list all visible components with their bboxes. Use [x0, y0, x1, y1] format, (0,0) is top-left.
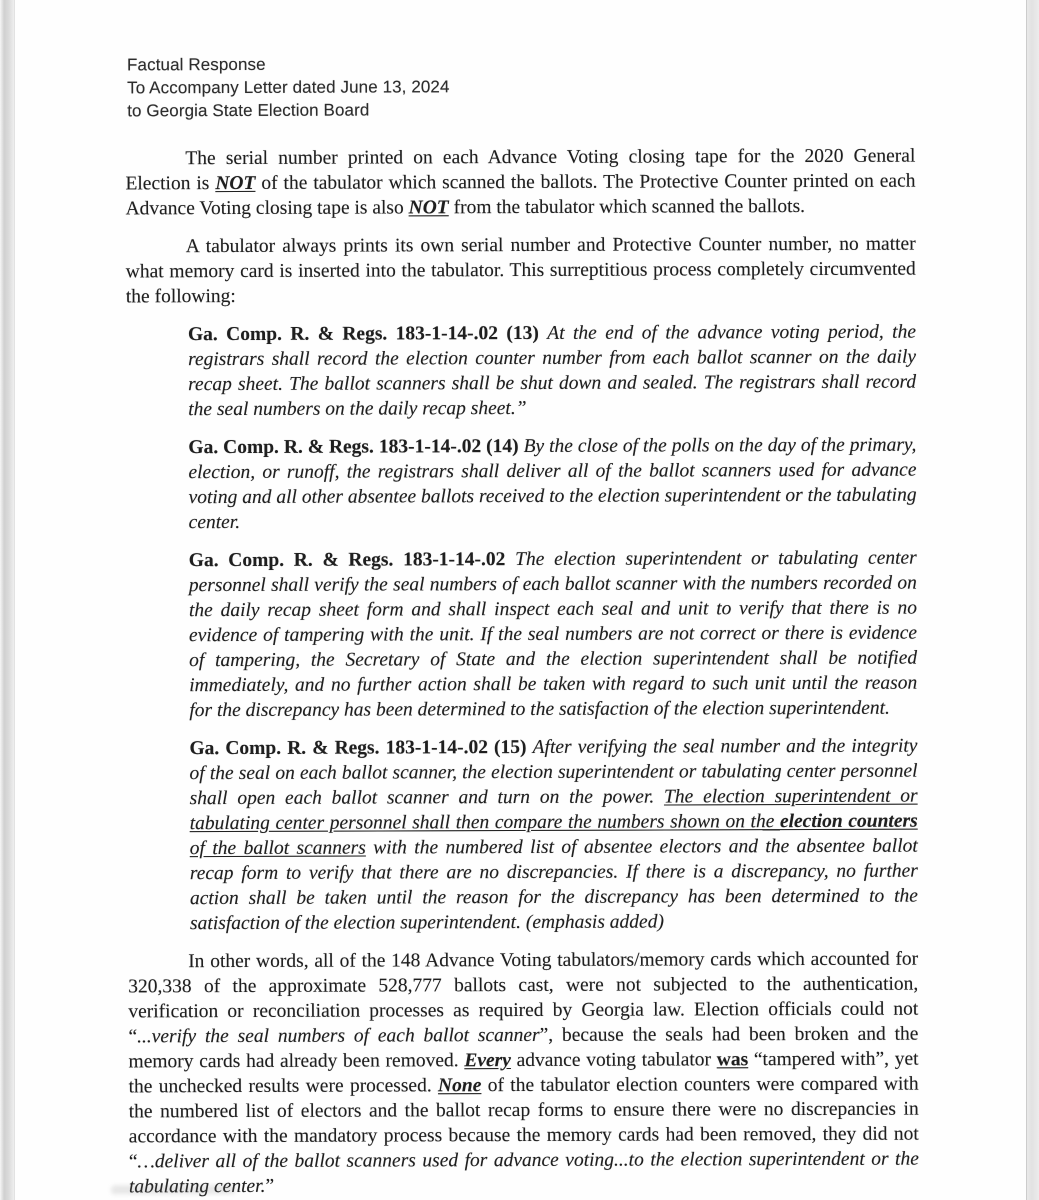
photo-edge-right: [1026, 0, 1039, 1200]
paragraph-serial-number: The serial number printed on each Advance Voting closing tape for the 2020 General Election is NOT of the tabulator which scanned the ballots. The Protective Counter printed on each Advance Voting closing tape is also NOT from the tabulator which scanned the ballots.: [125, 145, 916, 220]
document-page: [125, 51, 919, 1200]
header-line-title: Factual Response: [127, 54, 266, 75]
paragraph-conclusion: In other words, all of the 148 Advance Voting tabulators/memory cards which accounted for 320,338 of the approximate 528,777 ballots cast, were not subjected to the authentication, verification or reconciliation processes as required by Georgia law. Election officials could not “...verify the seal numbers of each ballot scanner”, because the seals had been broken and the memory cards had already been removed. Every advance voting tabulator was “tampered with”, yet the unchecked results were processed. None of the tabulator election counters were compared with the numbered list of electors and the ballot recap forms to ensure there were no discrepancies in accordance with the mandatory process because the memory cards had been removed, they did not “…deliver all of the ballot scanners used for advance voting...to the election superintendent or the tabulating center.”: [128, 948, 919, 1198]
paragraph-tabulator-prints: A tabulator always prints its own serial number and Protective Counter number, no matter what memory card is inserted into the tabulator. This surreptitious process completely circumvented the following:: [125, 233, 916, 308]
header-line-letter-date: To Accompany Letter dated June 13, 2024: [127, 77, 450, 98]
scan-artifact: [111, 1185, 236, 1194]
document-header: [127, 51, 915, 123]
header-line-recipient: to Georgia State Election Board: [127, 100, 370, 121]
regulation-quote-14: Ga. Comp. R. & Regs. 183-1-14-.02 (14) By the close of the polls on the day of the primary, election, or runoff, the registrars shall deliver all of the ballot scanners used for advance voting and all other absentee ballots received to the election superintendent or the tabulating center.: [188, 434, 917, 534]
regulation-quote-15: Ga. Comp. R. & Regs. 183-1-14-.02 (15) After verifying the seal number and the integrity of the seal on each ballot scanner, the election superintendent or tabulating center personnel shall open each ballot scanner and turn on the power. The election superintendent or tabulating center personnel shall then compare the numbers shown on the election counters of the ballot scanners with the numbered list of absentee electors and the absentee ballot recap form to verify that there are no discrepancies. If there is a discrepancy, no further action shall be taken until the reason for the discrepancy has been determined to the satisfaction of the election superintendent. (emphasis added): [189, 735, 918, 935]
regulation-quote-seals: Ga. Comp. R. & Regs. 183-1-14-.02 The election superintendent or tabulating center personnel shall verify the seal numbers of each ballot scanner with the numbers recorded on the daily recap sheet form and shall inspect each seal and unit to verify that there is no evidence of tampering with the unit. If the seal numbers are not correct or there is evidence of tampering, the Secretary of State and the election superintendent shall be notified immediately, and no further action shall be taken with regard to such unit until the reason for the discrepancy has been determined to the satisfaction of the election superintendent.: [188, 547, 918, 722]
regulation-quote-13: Ga. Comp. R. & Regs. 183-1-14-.02 (13) At the end of the advance voting period, the registrars shall record the election counter number from each ballot scanner on the daily recap sheet. The ballot scanners shall be shut down and sealed. The registrars shall record the seal numbers on the daily recap sheet.”: [187, 321, 917, 421]
photo-edge-left: [0, 0, 15, 1200]
